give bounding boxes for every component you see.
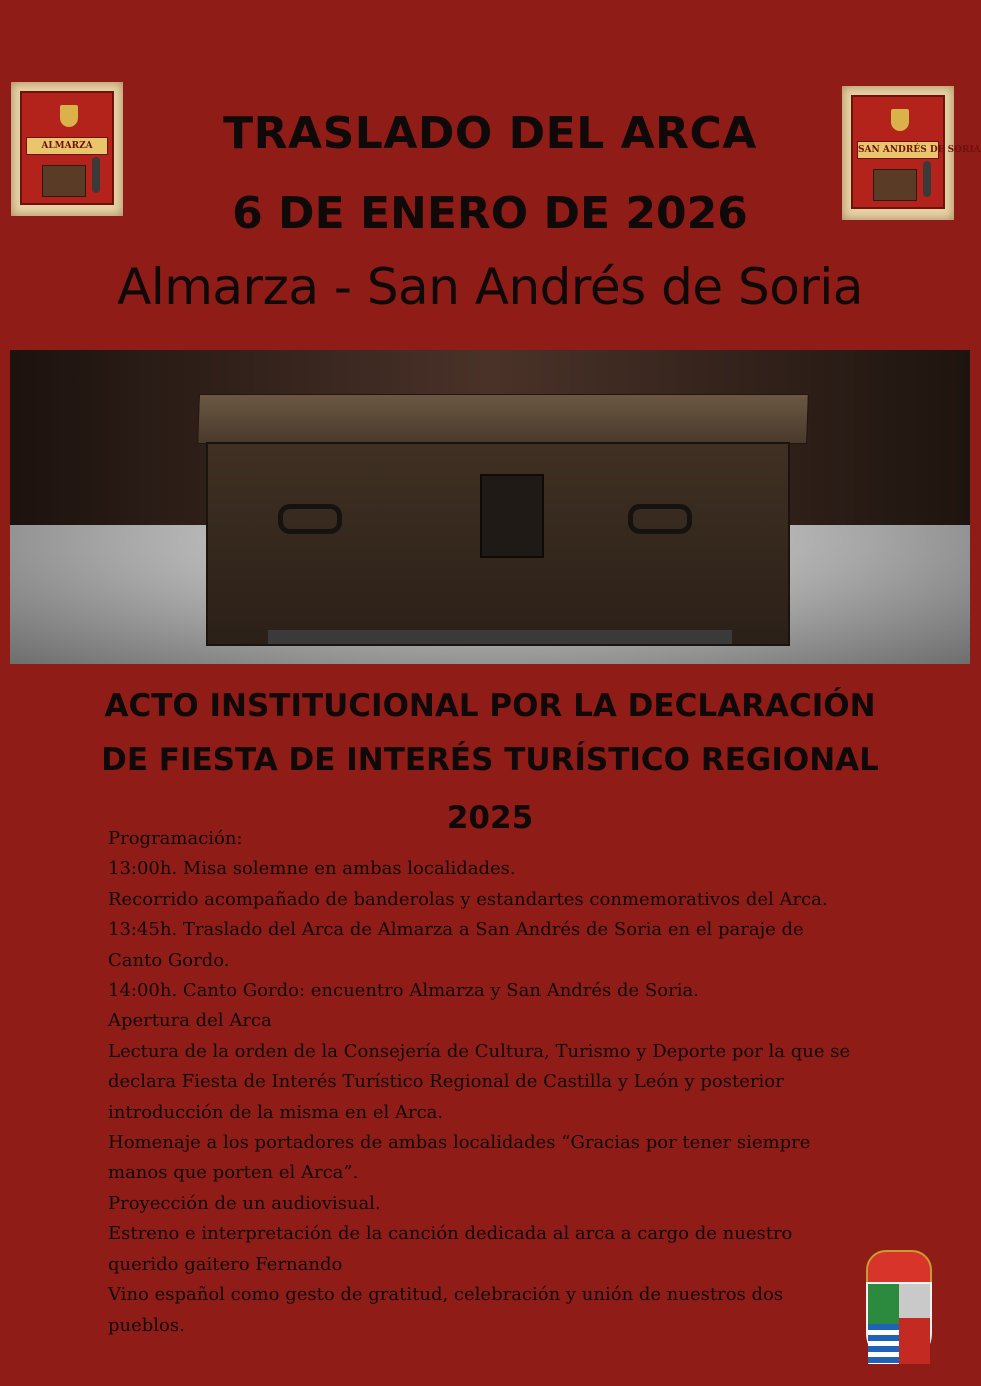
chest-lid [197, 394, 809, 444]
program-list [108, 824, 852, 1341]
event-locations: Almarza - San Andrés de Soria [117, 258, 863, 316]
program-item: Recorrido acompañado de banderolas y estandartes conmemorativos del Arca. [108, 888, 828, 910]
program-item: Vino español como gesto de gratitud, celebración y unión de nuestros dos pueblos. [108, 1284, 784, 1336]
program-item: 14:00h. Canto Gordo: encuentro Almarza y San Andrés de Soria. [108, 980, 699, 1002]
shield-red-field [899, 1318, 930, 1364]
program-item: Programación: [108, 828, 243, 849]
chest-stand [268, 630, 732, 644]
acto-heading-line1: ACTO INSTITUCIONAL POR LA DECLARACIÓN [104, 688, 876, 724]
program-item: Estreno e interpretación de la canción dedicada al arca a cargo de nuestro querido gaitero Fernando [108, 1223, 793, 1275]
event-date: 6 DE ENERO DE 2026 [232, 188, 748, 239]
coat-of-arms-icon [862, 1250, 932, 1362]
wooden-chest-photo [10, 350, 970, 664]
handle-left-icon [278, 504, 342, 534]
handle-right-icon [628, 504, 692, 534]
program-item: Apertura del Arca [108, 1010, 272, 1032]
acto-heading-year: 2025 [446, 800, 534, 836]
acto-heading-line2: DE FIESTA DE INTERÉS TURÍSTICO REGIONAL [101, 742, 879, 778]
program-item: Homenaje a los portadores de ambas localidades “Gracias por tener siempre manos que porten el Arca”. [108, 1132, 811, 1184]
badge-label: ALMARZA [26, 137, 108, 155]
chest-body [206, 442, 790, 646]
program-item: Lectura de la orden de la Consejería de Cultura, Turismo y Deporte por la que se declara Fiesta de Interés Turístico Regional de Castilla y León y posterior introducción de la misma en el Arca. [108, 1040, 851, 1123]
program-item: 13:45h. Traslado del Arca de Almarza a San Andrés de Soria en el paraje de Canto Gordo. [108, 919, 804, 971]
program-item: 13:00h. Misa solemne en ambas localidades. [108, 858, 516, 880]
program-item: Proyección de un audiovisual. [108, 1192, 381, 1214]
waves-icon [868, 1324, 899, 1364]
lock-icon [480, 474, 544, 558]
event-title: TRASLADO DEL ARCA [223, 108, 757, 159]
badge-label: SAN ANDRÉS DE SORIA [857, 141, 939, 159]
shield-icon [866, 1282, 932, 1364]
